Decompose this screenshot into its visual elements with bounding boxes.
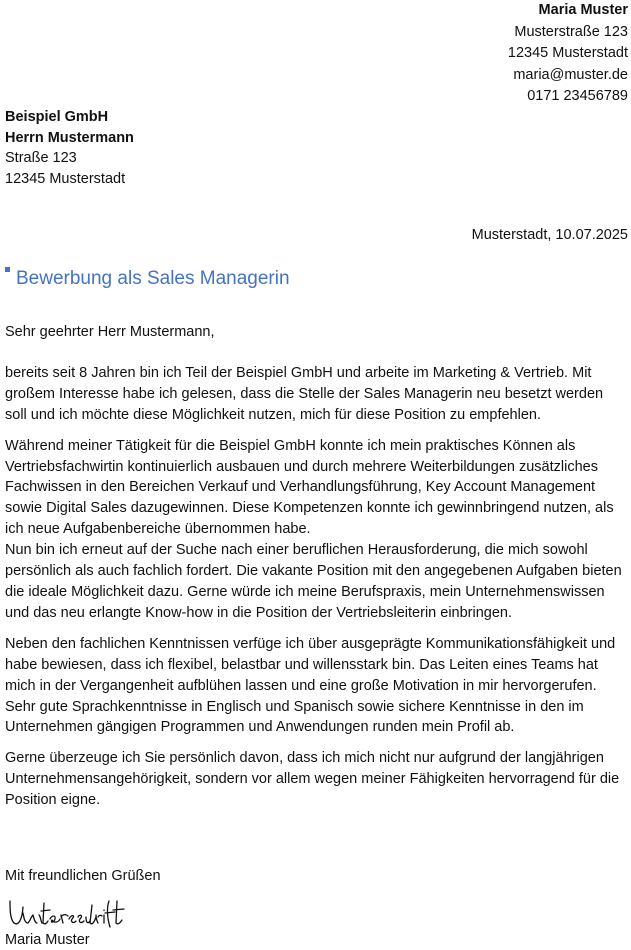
sender-phone: 0171 23456789 — [527, 88, 628, 104]
body-paragraph: Gerne überzeuge ich Sie persönlich davon, dass ich mich nicht nur aufgrund der langjährigen Unternehmensangehörigkeit, sondern vor allem wegen meiner Fähigkeiten hervorragend für die Position eigne. — [5, 750, 620, 809]
recipient-street: Straße 123 — [5, 150, 77, 166]
body-paragraph: Nun bin ich erneut auf der Suche nach einer beruflichen Herausforderung, die mich sowohl persönlich als auch fachlich fordert. Die vakante Position mit den angegebenen Aufgaben bieten die ideale Möglichkeit dazu. Gerne würde ich meine Berufspraxis, mein Unternehmenswissen und das neu erlangte Know-how in die Position der Vertriebsleiterin einbringen. — [5, 542, 622, 621]
recipient-city: 12345 Musterstadt — [5, 170, 126, 187]
sender-address-block — [508, 0, 628, 108]
body-paragraph: Während meiner Tätigkeit für die Beispiel GmbH konnte ich mein praktisches Können als Vertriebsfachwirtin kontinuierlich ausbauen und durch mehrere Weiterbildungen zusätzliches Fachwissen in den Bereichen Verkauf und Verhandlungsführung, Key Account Management sowie Digital Sales dazugewinnen. Diese Kompetenzen konnte ich gewinnbringend nutzen, als ich neue Aufgabenbereiche übernommen habe. — [5, 437, 614, 538]
sender-city: 12345 Musterstadt — [507, 45, 628, 61]
salutation: Sehr geehrter Herr Mustermann, — [5, 324, 215, 340]
body-paragraph: bereits seit 8 Jahren bin ich Teil der Beispiel GmbH und arbeite im Marketing & Vertrieb. Mit großem Interesse habe ich gelesen, dass die Stelle der Sales Managerin neu besetzt werden soll und ich möchte diese Möglichkeit nutzen, mich für diese Position zu empfehlen. — [5, 364, 604, 423]
subject-line — [5, 265, 290, 293]
body-paragraph: Neben den fachlichen Kenntnissen verfüge ich über ausgeprägte Kommunikationsfähigkeit und habe bewiesen, dass ich flexibel, belastbar und willensstark bin. Das Leiten eines Teams hat mich in der Vergangenheit aufblühen lassen und eine große Motivation in mir hervorgerufen. Sehr gute Sprachkenntnisse in Englisch und Spanisch sowie sichere Kenntnisse in den im Unternehmen gängigen Programmen und Anwendungen runden mein Profil ab. — [5, 635, 616, 736]
sender-email: maria@muster.de — [513, 66, 628, 83]
signature-name: Maria Muster — [5, 932, 90, 948]
recipient-address-block — [5, 107, 134, 189]
closing-phrase: Mit freundlichen Grüßen — [5, 868, 161, 884]
sender-street: Musterstraße 123 — [514, 23, 628, 40]
handwritten-signature — [6, 895, 126, 931]
letter-body — [5, 322, 628, 821]
subject-text: Bewerbung als Sales Managerin — [16, 268, 290, 289]
letter-date: Musterstadt, 10.07.2025 — [471, 227, 628, 243]
subject-marker-square — [5, 267, 10, 272]
recipient-person: Herrn Mustermann — [5, 129, 134, 146]
sender-name: Maria Muster — [538, 2, 628, 18]
recipient-company: Beispiel GmbH — [5, 109, 109, 125]
